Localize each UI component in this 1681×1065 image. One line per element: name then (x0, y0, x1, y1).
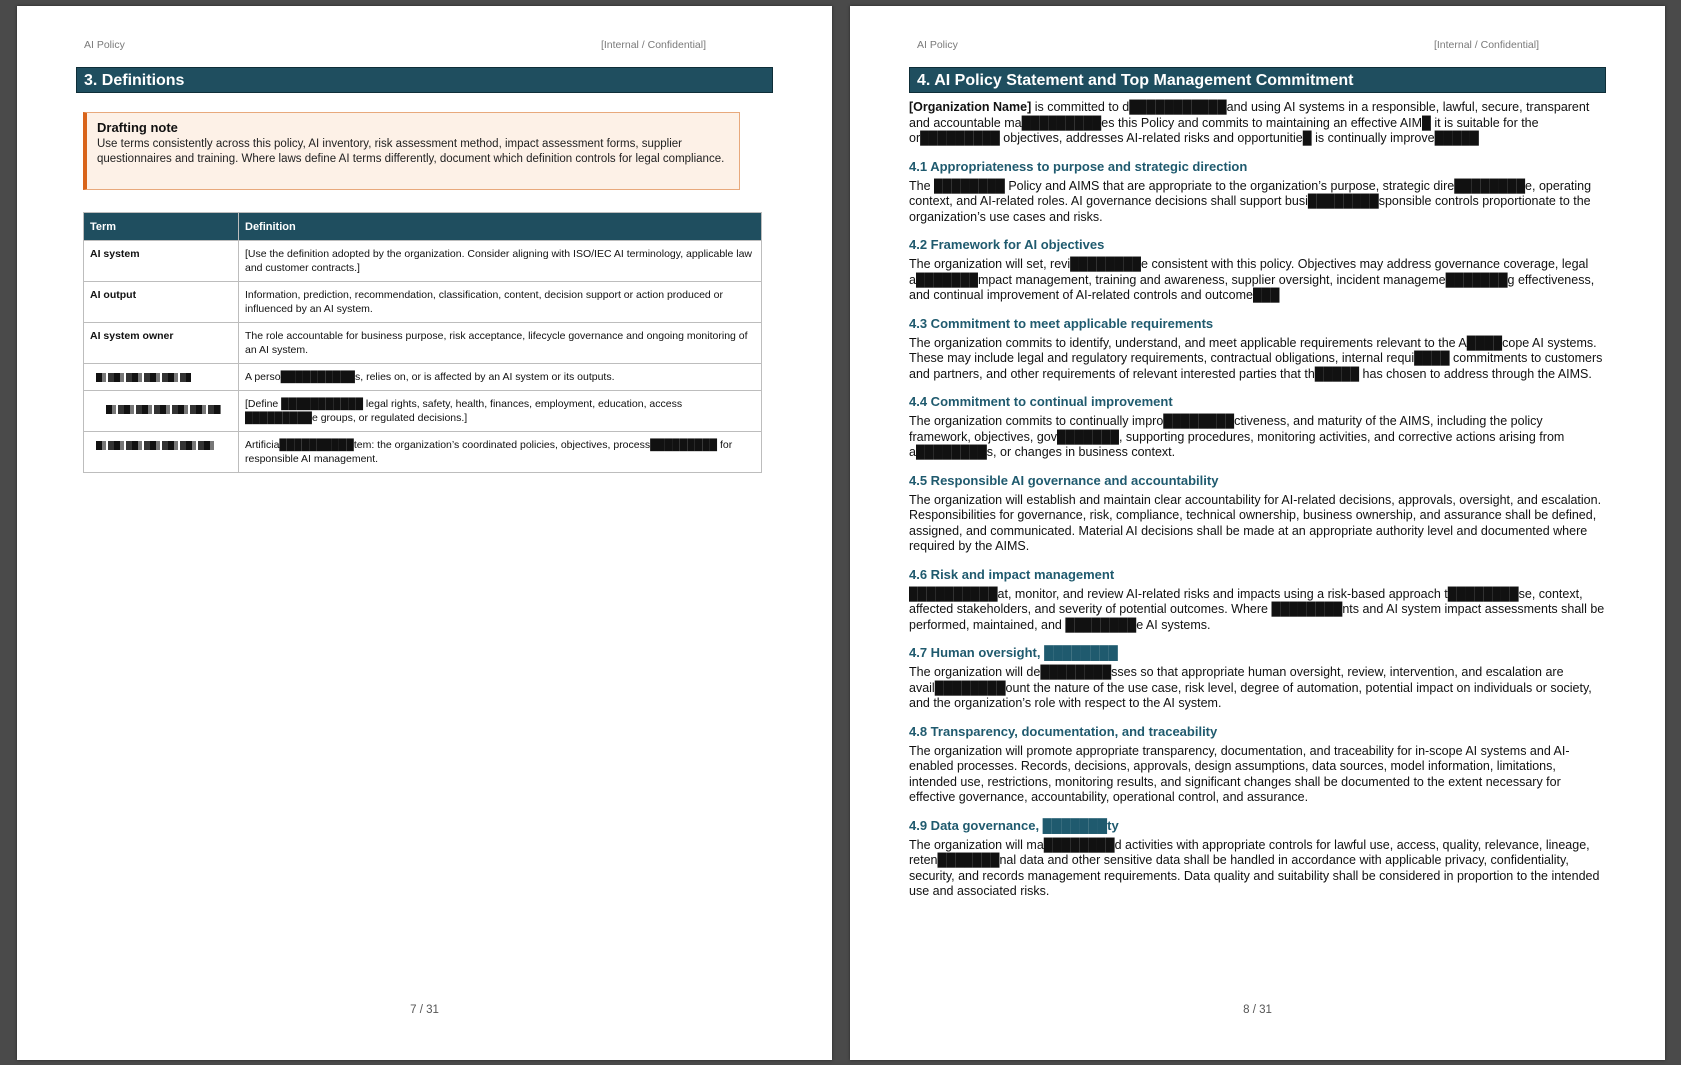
table-row (84, 282, 762, 323)
subsection-heading: 4.4 Commitment to continual improvement (909, 394, 1173, 409)
term-cell: AI output (84, 282, 239, 323)
definition-cell: [Define ███████████ legal rights, safety, health, finances, employment, education, access █████████e groups, or regulated decisions.] (239, 391, 762, 432)
term-cell: AI system owner (84, 323, 239, 364)
definition-cell: [Use the definition adopted by the organization. Consider aligning with ISO/IEC AI terminology, applicable law and customer contracts.] (239, 241, 762, 282)
redaction-mark (96, 373, 191, 382)
term-cell-redacted (84, 432, 239, 473)
subsection-body: The organization will promote appropriate transparency, documentation, and traceability for in-scope AI systems and AI-enabled processes. Records, decisions, approvals, design assumptions, data sources, model information, limitations, intended use, restrictions, monitoring results, and significant changes shall be documented to the extent necessary for effective governance, accountability, operational control, and assurance. (909, 743, 1570, 804)
subsection-body: The organization will de████████sses so that appropriate human oversight, review, intervention, and escalation are avail████████ount the nature of the use case, risk level, degree of automation, potential impact on individuals or society, and the organization’s role with respect to the AI system. (909, 665, 1592, 710)
subsection-heading: 4.6 Risk and impact management (909, 566, 1115, 582)
subsection-body: ██████████at, monitor, and review AI-related risks and impacts using a risk-based approach t████████se, context, affected stakeholders, and severity of potential outcomes. Where ████████nts and AI system impact assessments shall be performed, maintained, and ████████e AI systems. (909, 586, 1605, 632)
definition-cell: A perso██████████s, relies on, or is affected by an AI system or its outputs. (239, 364, 762, 391)
subsection-body: The organization commits to identify, understand, and meet applicable requirements relevant to the A████cope AI systems. These may include legal and regulatory requirements, contractual obligations, internal requi████ commitments to customers and partners, and other requirements of relevant interested parties that th█████ has chosen to address through the AIMS. (909, 335, 1603, 381)
intro-text: is committed to d███████████and using AI systems in a responsible, lawful, secure, transparent and accountable ma█████████es this Policy and commits to maintaining an effective AIM█ it is suitable for the or█████████ objectives, addresses AI-related risks and opportunitie█ is continually improve█████ (909, 100, 1590, 145)
subsection-heading: 4.3 Commitment to meet applicable requirements (909, 315, 1214, 331)
page-number: 7 / 31 (410, 1004, 439, 1016)
page-7 (17, 6, 832, 1060)
subsection-heading: 4.5 Responsible AI governance and accountability (909, 472, 1219, 488)
section-heading: 3. Definitions (76, 67, 773, 93)
header-classification: [Internal / Confidential] (600, 39, 706, 51)
subsection-body: The organization commits to continually impro████████ctiveness, and maturity of the AIMS, including the policy framework, objectives, gov███████, supporting procedures, monitoring activities, and corrective actions arising from a████████s, or changes in business context. (909, 414, 1565, 459)
term-cell-redacted (84, 364, 239, 391)
subsection-body: The organization will set, revi████████e consistent with this policy. Objectives may address governance coverage, legal a███████mpact management, training and awareness, supplier oversight, incident manageme███████g effectiveness, and continual improvement of AI-related controls and outcome███ (909, 257, 1595, 302)
page-number: 8 / 31 (1243, 1004, 1272, 1016)
table-row (84, 432, 762, 473)
term-cell-redacted (84, 391, 239, 432)
policy-statement-body (909, 100, 1606, 900)
subsection-heading: 4.7 Human oversight, ████████ (909, 645, 1118, 660)
subsection-body: The organization will ma████████d activities with appropriate controls for lawful use, access, quality, relevance, lineage, reten███████nal data and other sensitive data shall be handled in accordance with applicable privacy, confidentiality, security, and records management requirements. Data quality and suitability shall be considered in proportion to the intended use and associated risks. (909, 837, 1600, 898)
column-header-term: Term (84, 213, 239, 241)
table-header-row (84, 213, 762, 241)
definition-cell: Information, prediction, recommendation, classification, content, decision support or action produced or influenced by an AI system. (239, 282, 762, 323)
drafting-note-body: Use terms consistently across this policy, AI inventory, risk assessment method, impact assessment forms, supplier questionnaires and training. Where laws define AI terms differently, document which definition controls for legal compliance. (97, 138, 725, 165)
redaction-mark (96, 441, 216, 450)
subsection-heading: 4.1 Appropriateness to purpose and strategic direction (909, 158, 1248, 174)
table-row (84, 323, 762, 364)
redaction-mark (106, 405, 221, 414)
page-8 (850, 6, 1665, 1060)
subsection-heading: 4.2 Framework for AI objectives (909, 237, 1105, 252)
intro-paragraph (909, 100, 1606, 147)
subsection-body: The organization will establish and maintain clear accountability for AI-related decisions, approvals, oversight, and escalation. Responsibilities for governance, risk, compliance, technical ownership, business ownership, and assurance shall be defined, assigned, and communicated. Material AI decisions shall be made at an appropriate authority level and documented where required by the AIMS. (909, 492, 1602, 553)
header-title: AI Policy (917, 39, 958, 51)
table-row (84, 364, 762, 391)
definitions-table (83, 212, 762, 473)
section-heading: 4. AI Policy Statement and Top Management Commitment (909, 67, 1606, 93)
column-header-definition: Definition (239, 213, 762, 241)
term-cell: AI system (84, 241, 239, 282)
subsection-heading: 4.9 Data governance, ███████ty (909, 817, 1119, 833)
subsection-body: The ████████ Policy and AIMS that are appropriate to the organization’s purpose, strategic dire████████e, operating context, and AI-related roles. AI governance decisions shall support busi████████sponsible controls proportionate to the organization’s use cases and risks. (909, 178, 1592, 224)
header-title: AI Policy (84, 39, 125, 51)
drafting-note-title: Drafting note (97, 120, 178, 135)
definition-cell: The role accountable for business purpose, risk acceptance, lifecycle governance and ongoing monitoring of an AI system. (239, 323, 762, 364)
subsection-heading: 4.8 Transparency, documentation, and traceability (909, 723, 1218, 739)
definition-cell: Artificia██████████tem: the organization’s coordinated policies, objectives, process█████████ for responsible AI management. (239, 432, 762, 473)
table-row (84, 241, 762, 282)
table-row (84, 391, 762, 432)
drafting-note (83, 112, 740, 190)
header-classification: [Internal / Confidential] (1433, 39, 1539, 51)
organization-name: [Organization Name] (909, 100, 1032, 114)
